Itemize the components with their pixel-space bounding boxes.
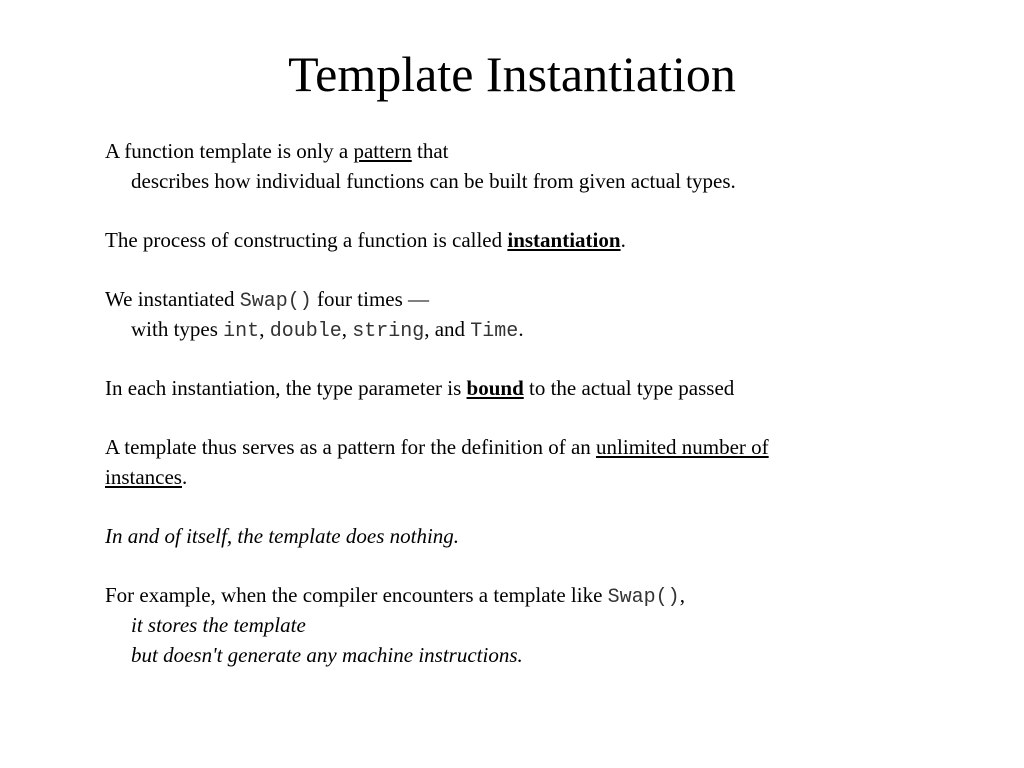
paragraph-7-line-3: but doesn't generate any machine instructions. [131,643,523,667]
paragraph-2 [105,225,925,255]
paragraph-3-line-1 [105,284,925,314]
term-unlimited-number-of: unlimited number of [596,435,769,459]
p3-types-post: . [518,317,524,341]
p7-text-post: , [679,583,685,607]
code-type-string: string [352,320,425,343]
spacer [105,344,925,373]
term-bound: bound [466,376,524,400]
p3-text-post: four times — [311,287,430,311]
code-swap: Swap() [239,290,312,313]
p3-sep-2: , [341,317,353,341]
paragraph-4 [105,373,925,403]
p4-text-post: to the actual type passed [523,376,735,400]
p3-text-pre: We instantiated [105,287,240,311]
p1-text-post: that [411,139,449,163]
paragraph-3-line-2 [105,314,925,344]
code-type-time: Time [470,320,519,343]
p7-text-pre: For example, when the compiler encounters a template like [105,583,608,607]
paragraph-7-line-2: it stores the template [131,613,306,637]
p2-text-pre: The process of constructing a function is called [105,228,508,252]
p3-types-pre: with types [131,317,224,341]
paragraph-7-line-1 [105,580,925,610]
code-type-int: int [223,320,260,343]
p2-text-post: . [620,228,626,252]
p5-text-pre: A template thus serves as a pattern for the definition of an [105,435,597,459]
p4-text-pre: In each instantiation, the type parameter is [105,376,467,400]
spacer [105,492,925,521]
code-swap-2: Swap() [607,586,680,609]
spacer [105,403,925,432]
p3-sep-1: , [259,317,270,341]
term-instances: instances [105,465,182,489]
spacer [105,196,925,225]
spacer [105,551,925,580]
p3-sep-3: , and [424,317,471,341]
slide-title: Template Instantiation [288,46,736,102]
code-type-double: double [269,320,342,343]
paragraph-6: In and of itself, the template does nothing. [105,524,460,548]
spacer [105,255,925,284]
slide-body [105,136,925,670]
p1-text-pre: A function template is only a [105,139,354,163]
paragraph-1-line-1 [105,136,925,166]
paragraph-5-line-2 [105,462,925,492]
paragraph-5-line-1 [105,432,925,462]
p5-text-post: . [181,465,188,489]
paragraph-1-line-2: describes how individual functions can be built from given actual types. [131,169,736,193]
term-pattern: pattern [353,139,412,163]
term-instantiation: instantiation [507,228,621,252]
